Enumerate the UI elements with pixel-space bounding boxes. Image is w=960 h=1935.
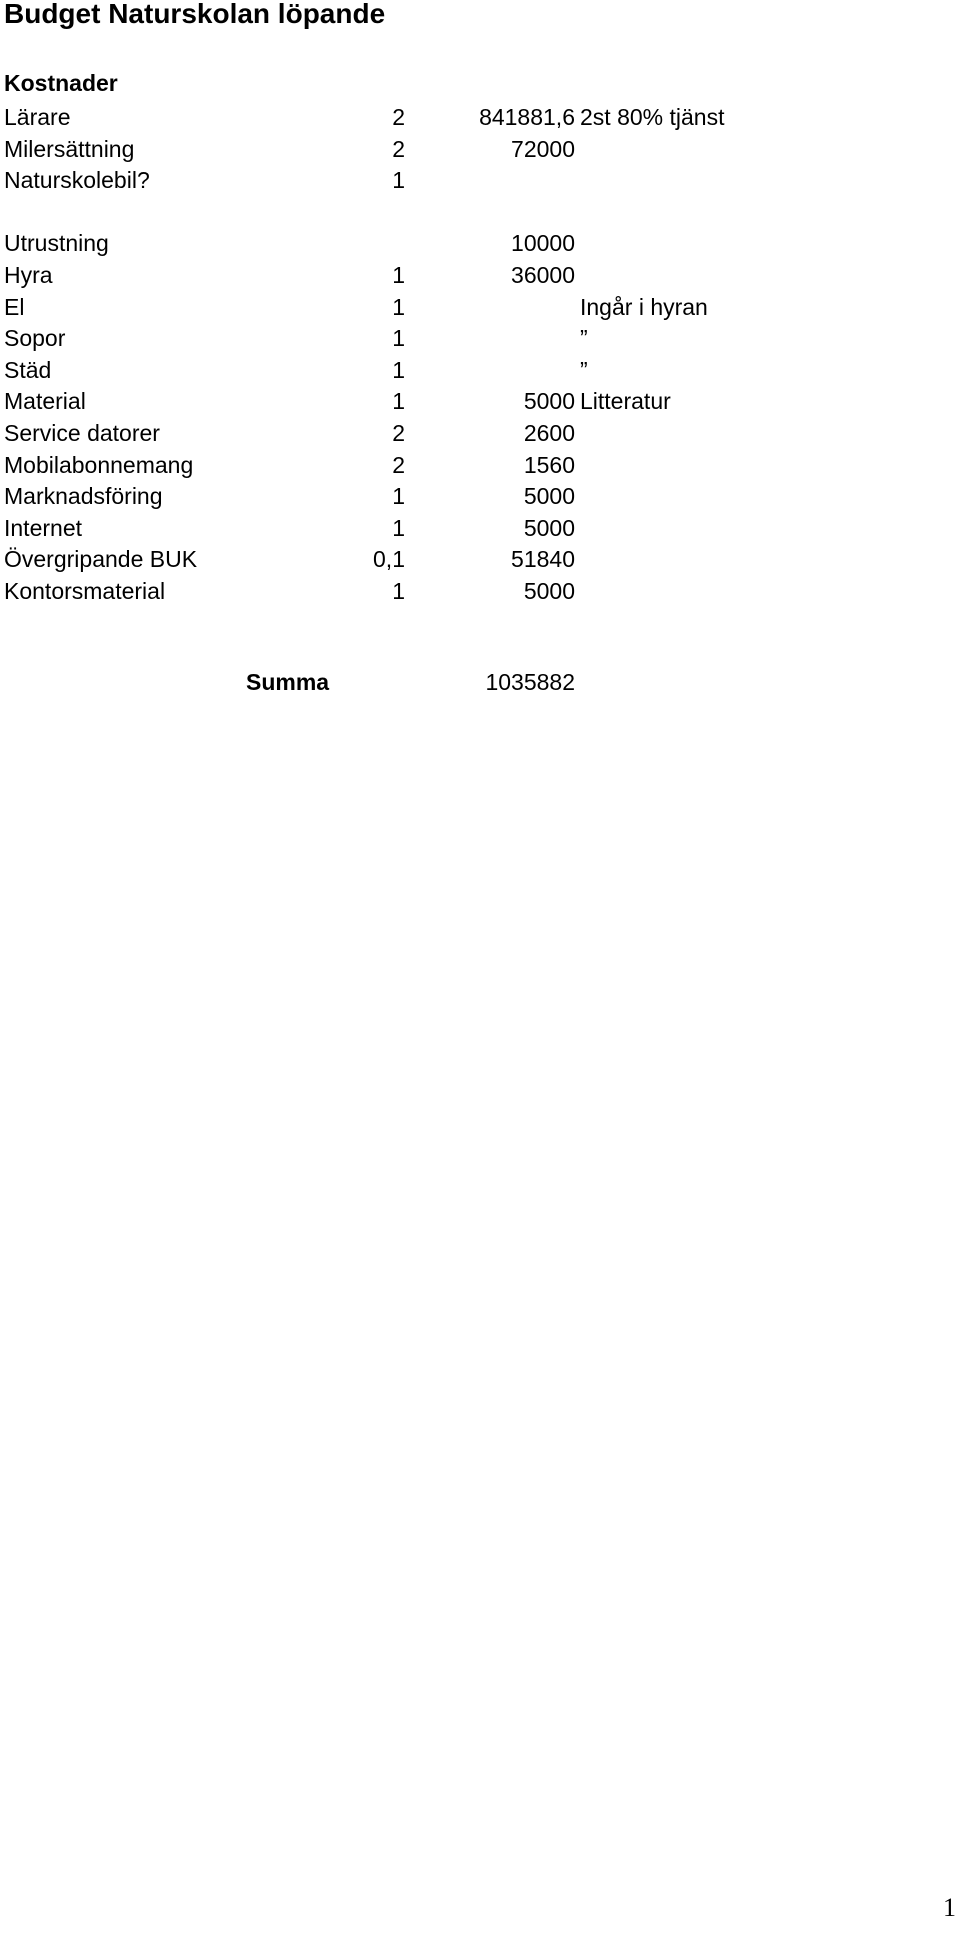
row-amount: 5000 xyxy=(523,514,575,541)
row-qty: 1 xyxy=(392,167,405,194)
row-item: Naturskolebil? xyxy=(4,167,150,194)
row-item: Städ xyxy=(4,356,52,383)
budget-row xyxy=(0,323,960,355)
row-item: Internet xyxy=(4,514,82,541)
row-item: Material xyxy=(4,388,86,415)
row-item: Sopor xyxy=(4,325,66,352)
budget-row xyxy=(0,450,960,482)
row-amount: 72000 xyxy=(511,135,575,162)
budget-row xyxy=(0,481,960,513)
blank-row xyxy=(0,197,960,229)
row-item: Lärare xyxy=(4,104,71,130)
row-qty: 2 xyxy=(392,419,405,446)
row-amount: 10000 xyxy=(511,230,575,257)
row-qty: 1 xyxy=(392,356,405,383)
row-amount: 1560 xyxy=(523,451,575,478)
budget-row xyxy=(0,418,960,450)
document-title: Budget Naturskolan löpande xyxy=(4,0,386,29)
budget-row xyxy=(0,386,960,418)
summary-row xyxy=(0,669,960,701)
row-qty: 2 xyxy=(392,451,405,478)
section-heading-kostnader: Kostnader xyxy=(4,70,118,96)
budget-row xyxy=(0,513,960,545)
budget-table xyxy=(0,102,960,608)
budget-row xyxy=(0,102,960,134)
row-item: Kontorsmaterial xyxy=(4,577,166,604)
row-qty: 2 xyxy=(392,135,405,162)
row-item: Hyra xyxy=(4,261,53,288)
row-note: 2st 80% tjänst xyxy=(580,104,725,130)
row-qty: 1 xyxy=(392,483,405,510)
row-amount: 2600 xyxy=(523,419,575,446)
row-amount: 5000 xyxy=(523,577,575,604)
budget-row xyxy=(0,355,960,387)
row-amount: 841881,6 xyxy=(479,104,575,130)
row-qty: 2 xyxy=(392,104,405,130)
summary-label: Summa xyxy=(246,669,330,695)
row-amount: 5000 xyxy=(523,388,575,415)
row-note: ” xyxy=(580,356,588,383)
row-item: Utrustning xyxy=(4,230,109,257)
row-item: Mobilabonnemang xyxy=(4,451,194,478)
row-qty: 0,1 xyxy=(373,546,405,573)
row-item: Milersättning xyxy=(4,135,135,162)
row-qty: 1 xyxy=(392,577,405,604)
budget-row xyxy=(0,260,960,292)
row-item: El xyxy=(4,293,25,320)
row-item: Marknadsföring xyxy=(4,483,163,510)
row-qty: 1 xyxy=(392,261,405,288)
row-amount: 51840 xyxy=(511,546,575,573)
row-note: Ingår i hyran xyxy=(580,293,708,320)
row-item: Övergripande BUK xyxy=(4,546,198,573)
budget-row xyxy=(0,544,960,576)
row-amount: 36000 xyxy=(511,261,575,288)
row-qty: 1 xyxy=(392,514,405,541)
row-note: ” xyxy=(580,325,588,352)
row-qty: 1 xyxy=(392,293,405,320)
row-qty: 1 xyxy=(392,325,405,352)
budget-row xyxy=(0,165,960,197)
row-amount: 5000 xyxy=(523,483,575,510)
budget-row xyxy=(0,228,960,260)
budget-row xyxy=(0,576,960,608)
row-qty: 1 xyxy=(392,388,405,415)
summary-value: 1035882 xyxy=(485,669,575,695)
budget-row xyxy=(0,292,960,324)
budget-row xyxy=(0,134,960,166)
page-number: 1 xyxy=(943,1893,956,1922)
row-item: Service datorer xyxy=(4,419,160,446)
row-note: Litteratur xyxy=(580,388,671,415)
